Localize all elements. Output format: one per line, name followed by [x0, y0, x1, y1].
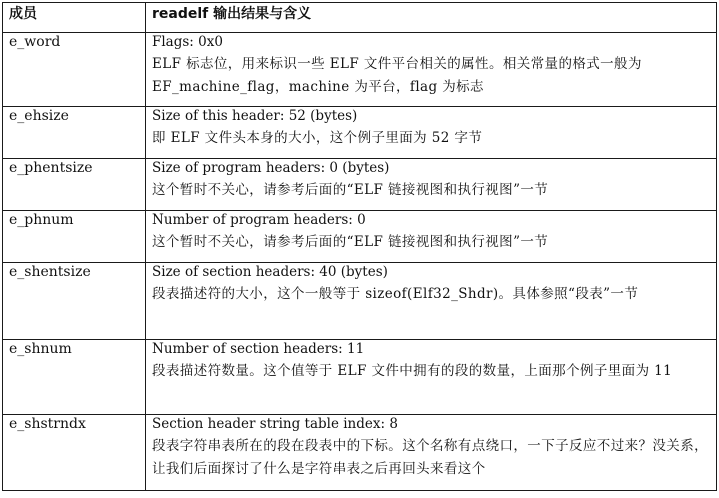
readelf-header-table — [2, 2, 717, 491]
member-cell: e_phentsize — [3, 159, 146, 211]
member-cell: e_word — [3, 33, 146, 107]
table-row — [3, 263, 717, 340]
field-meaning: 这个暂时不关心，请参考后面的“ELF 链接视图和执行视图”一节 — [152, 182, 549, 198]
description-cell — [146, 263, 717, 340]
readelf-output: Size of this header: 52 (bytes) — [152, 108, 358, 124]
table-row — [3, 107, 717, 159]
readelf-output: Size of program headers: 0 (bytes) — [152, 160, 390, 176]
table-row — [3, 159, 717, 211]
field-meaning: 段表字符串表所在的段在段表中的下标。这个名称有点绕口，一下子反应不过来？没关系，让我们后面探讨了什么是字符串表之后再回头来看这个 — [152, 438, 708, 477]
field-meaning: 段表描述符的大小，这个一般等于 sizeof(Elf32_Shdr)。具体参照“段表”一节 — [152, 286, 639, 302]
readelf-output: Flags: 0x0 — [152, 34, 223, 50]
column-header-member: 成员 — [3, 3, 146, 33]
column-header-readelf: readelf 输出结果与含义 — [146, 3, 717, 33]
field-meaning: 这个暂时不关心，请参考后面的“ELF 链接视图和执行视图”一节 — [152, 234, 549, 250]
description-cell — [146, 211, 717, 263]
description-cell — [146, 107, 717, 159]
member-cell: e_ehsize — [3, 107, 146, 159]
field-meaning: ELF 标志位，用来标识一些 ELF 文件平台相关的属性。相关常量的格式一般为 EF_machine_flag，machine 为平台，flag 为标志 — [152, 56, 642, 95]
member-cell: e_shnum — [3, 340, 146, 415]
table-row — [3, 415, 717, 491]
table-row — [3, 340, 717, 415]
field-meaning: 即 ELF 文件头本身的大小，这个例子里面为 52 字节 — [152, 130, 483, 146]
table-row — [3, 211, 717, 263]
description-cell — [146, 159, 717, 211]
field-meaning: 段表描述符数量。这个值等于 ELF 文件中拥有的段的数量，上面那个例子里面为 11 — [152, 363, 673, 379]
readelf-output: Number of program headers: 0 — [152, 212, 366, 228]
description-cell — [146, 340, 717, 415]
member-cell: e_phnum — [3, 211, 146, 263]
member-cell: e_shentsize — [3, 263, 146, 340]
readelf-output: Section header string table index: 8 — [152, 416, 398, 432]
readelf-output: Size of section headers: 40 (bytes) — [152, 264, 388, 280]
readelf-output: Number of section headers: 11 — [152, 341, 365, 357]
member-cell: e_shstrndx — [3, 415, 146, 491]
table-header-row — [3, 3, 717, 33]
table-row — [3, 33, 717, 107]
description-cell — [146, 415, 717, 491]
description-cell — [146, 33, 717, 107]
